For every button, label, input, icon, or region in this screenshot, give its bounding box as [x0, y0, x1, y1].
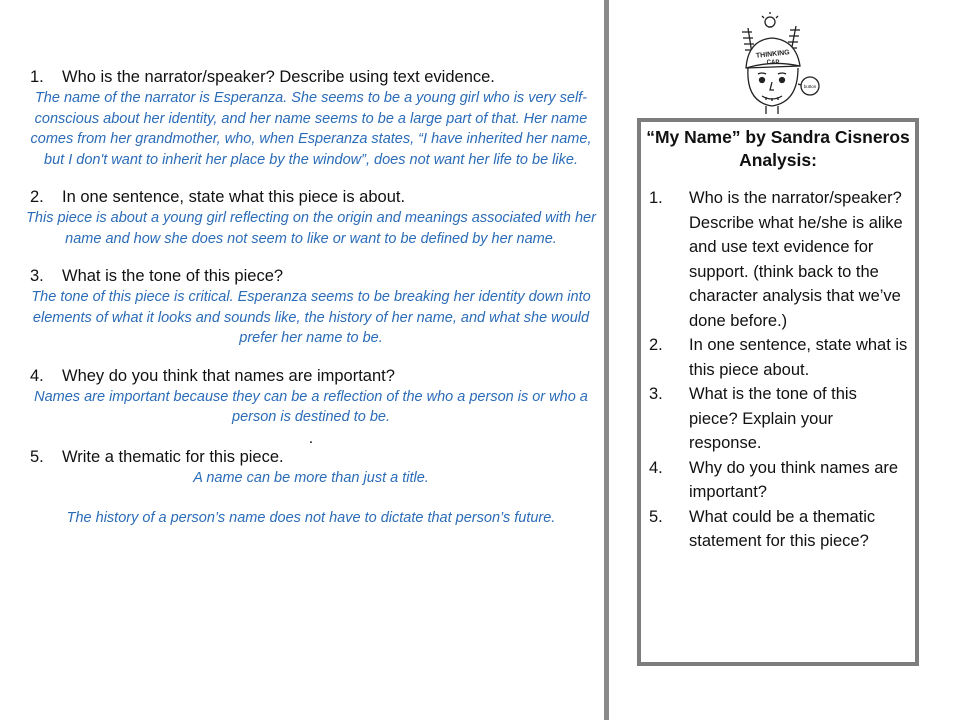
list-item-text: What is the tone of this piece? Explain your response. [689, 385, 857, 452]
answer-2: This piece is about a young girl reflecting on the origin and meanings associated with her name and how she does not seem to like or want to be defined by her name. [26, 210, 596, 247]
svg-text:button: button [803, 84, 817, 89]
svg-text:THINKING: THINKING [755, 49, 791, 60]
question-item-1 [22, 66, 600, 170]
question-text: What is the tone of this piece? [62, 267, 284, 285]
answer-5: A name can be more than just a title. [193, 469, 429, 486]
question-5 [22, 446, 600, 468]
answer-3: The tone of this piece is critical. Esperanza seems to be breaking her identity down into elements of what it looks and sounds like, the history of her name, and what she would prefer her name to be. [31, 289, 591, 346]
list-item [649, 333, 909, 382]
separator-dot: . [308, 429, 314, 447]
list-item-number: 4. [649, 458, 663, 477]
question-text: Write a thematic for this piece. [62, 447, 284, 466]
question-4 [22, 365, 600, 387]
question-1 [22, 66, 600, 88]
question-3 [22, 265, 600, 287]
question-text: Who is the narrator/speaker? Describe using text evidence. [62, 68, 495, 86]
svg-text:CAP: CAP [766, 60, 780, 66]
list-item-number: 3. [649, 385, 663, 403]
question-item-2 [22, 186, 600, 249]
question-item-3 [22, 265, 600, 349]
thinking-cap-icon [728, 10, 828, 116]
question-item-4 [22, 365, 600, 428]
list-item [649, 456, 909, 505]
answer-4: Names are important because they can be a reflection of the who a person is or who a person is destined to be. [34, 388, 588, 425]
list-item [649, 382, 909, 456]
question-text: Whey do you think that names are important? [62, 366, 395, 385]
answer-5-extra: The history of a person’s name does not have to dictate that person’s future. [66, 510, 556, 526]
list-item-text: In one sentence, state what is this piece about. [689, 336, 908, 379]
list-item-text: Why do you think names are important? [689, 458, 899, 501]
question-number: 1. [30, 68, 44, 86]
list-item-number: 5. [649, 507, 663, 526]
question-number: 4. [30, 366, 44, 385]
list-item-number: 1. [649, 189, 663, 207]
answer-sheet [22, 66, 600, 545]
question-number: 2. [30, 188, 44, 206]
question-text: In one sentence, state what this piece is about. [62, 188, 406, 206]
list-item [649, 505, 909, 554]
analysis-question-list [641, 186, 915, 554]
question-2 [22, 186, 600, 208]
column-divider [604, 0, 609, 720]
question-number: 3. [30, 267, 44, 285]
list-item [649, 186, 909, 333]
list-item-text: What could be a thematic statement for this piece? [689, 507, 876, 550]
question-item-5 [22, 446, 600, 529]
list-item-number: 2. [649, 336, 663, 354]
panel-title: “My Name” by Sandra Cisneros Analysis: [646, 127, 910, 170]
analysis-panel [637, 118, 919, 666]
question-number: 5. [30, 447, 44, 466]
list-item-text: Who is the narrator/speaker? Describe what he/she is alike and use text evidence for support. (think back to the character analysis that we’ve done before.) [689, 189, 903, 330]
answer-1: The name of the narrator is Esperanza. She seems to be a young girl who is very self-conscious about her identity, and her name seems to be a large part of that. Her name comes from her grandmother, who, when Esperanza states, “I have inherited her name, but I don't want to inherit her place by the window”, does not want her life to be like. [30, 90, 592, 168]
